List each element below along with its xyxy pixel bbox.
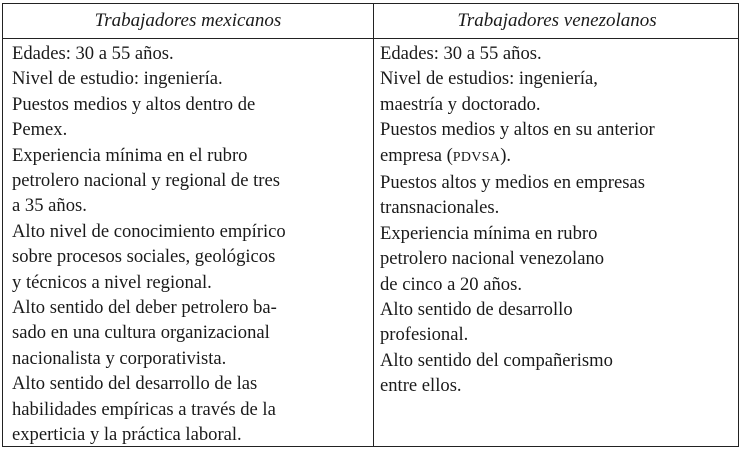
- cell-line: entre ellos.: [380, 375, 462, 397]
- cell-line: profesional.: [380, 324, 469, 346]
- cell-line: habilidades empíricas a través de la: [12, 398, 276, 420]
- acronym-pdvsa: PDVSA: [452, 149, 501, 165]
- cell-line: Nivel de estudio: ingeniería.: [12, 68, 223, 90]
- cell-line: Alto nivel de conocimiento empírico: [12, 220, 286, 242]
- cell-line: Alto sentido del deber petrolero ba-: [12, 297, 277, 319]
- cell-line: sado en una cultura organizacional: [12, 322, 270, 344]
- header-mexican-workers: Trabajadores mexicanos: [94, 10, 282, 31]
- comparison-table: [2, 3, 739, 447]
- cell-line: Alto sentido del desarrollo de las: [12, 373, 258, 395]
- cell-line: petrolero nacional y regional de tres: [12, 170, 280, 192]
- cell-line: Edades: 30 a 55 años.: [12, 43, 174, 64]
- cell-line: Puestos altos y medios en empresas: [380, 172, 645, 194]
- header-divider: [3, 38, 738, 39]
- cell-line: Puestos medios y altos en su anterior: [380, 119, 655, 141]
- cell-line: Puestos medios y altos dentro de: [12, 93, 256, 115]
- cell-line: sobre procesos sociales, geológicos: [12, 246, 276, 268]
- header-venezuelan-workers: Trabajadores venezolanos: [457, 10, 657, 31]
- cell-line: transnacionales.: [380, 197, 500, 219]
- cell-line: Experiencia mínima en rubro: [380, 222, 598, 244]
- cell-line: petrolero nacional venezolano: [380, 248, 605, 270]
- cell-line: nacionalista y corporativista.: [12, 347, 227, 369]
- cell-line: Pemex.: [12, 119, 68, 141]
- cell-line: Alto sentido de desarrollo: [380, 299, 573, 321]
- column-divider: [373, 4, 374, 446]
- venezuelan-workers-cell: [380, 41, 736, 399]
- cell-line: Alto sentido del compañerismo: [380, 349, 613, 371]
- cell-line: Edades: 30 a 55 años.: [380, 43, 542, 64]
- cell-line: de cinco a 20 años.: [380, 273, 522, 295]
- cell-line: Nivel de estudios: ingeniería,: [380, 68, 598, 90]
- cell-line: Experiencia mínima en el rubro: [12, 144, 248, 166]
- cell-line: y técnicos a nivel regional.: [12, 271, 212, 293]
- cell-line: a 35 años.: [12, 195, 87, 217]
- cell-line: maestría y doctorado.: [380, 93, 541, 115]
- cell-line: empresa (PDVSA).: [380, 144, 512, 166]
- cell-line: experticia y la práctica laboral.: [12, 424, 242, 446]
- mexican-workers-cell: [12, 41, 368, 448]
